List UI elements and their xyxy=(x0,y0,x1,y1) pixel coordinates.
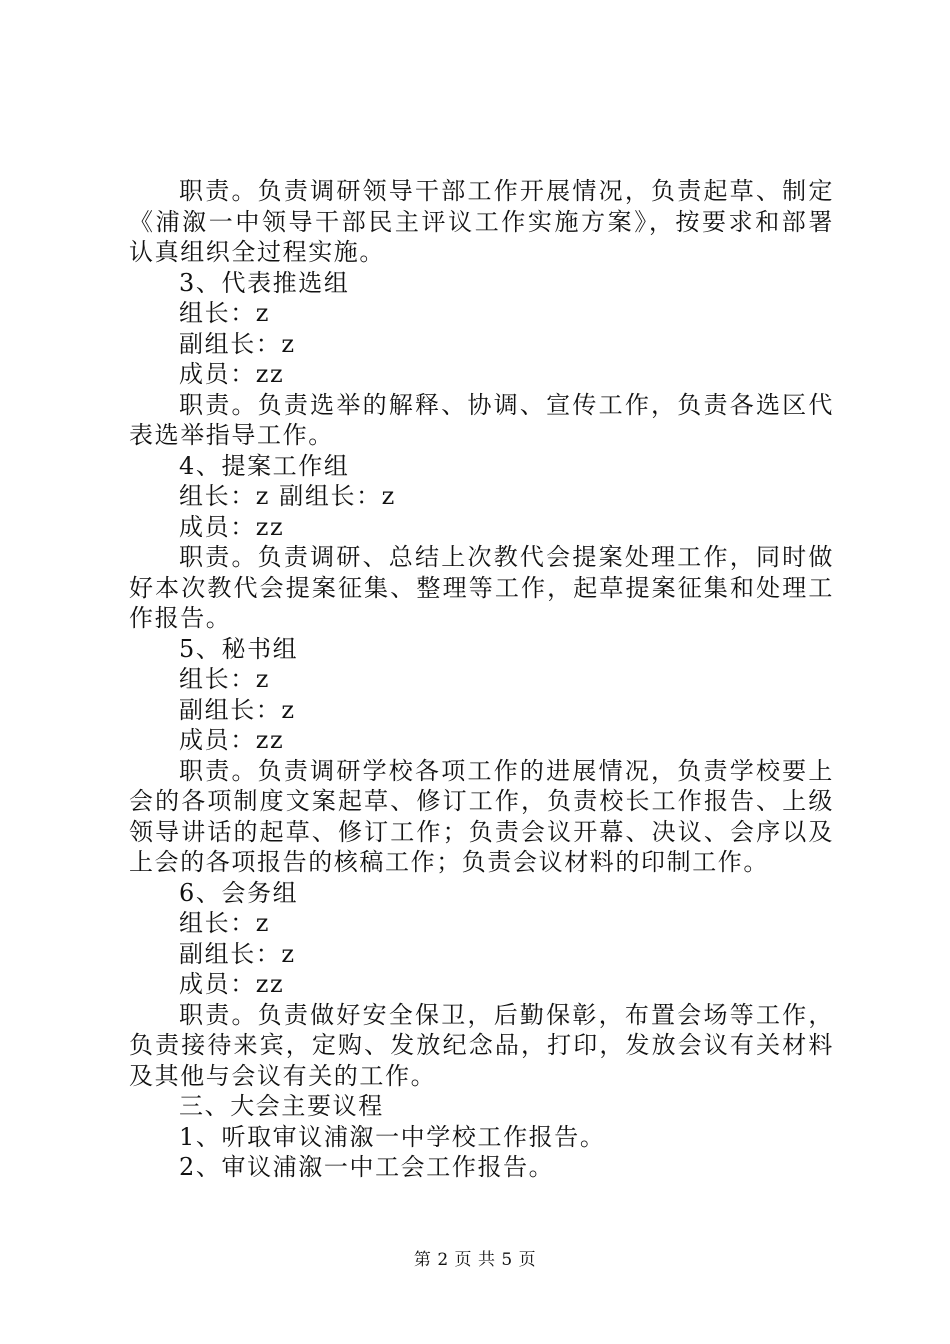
text-line: 领导讲话的起草、修订工作；负责会议开幕、决议、会序以及 xyxy=(129,817,834,846)
text-line: 三、大会主要议程 xyxy=(179,1092,384,1120)
page-footer: 第 2 页 共 5 页 xyxy=(413,1250,537,1270)
document-body xyxy=(129,176,834,1183)
text-line: 上会的各项报告的核稿工作；负责会议材料的印制工作。 xyxy=(129,848,769,876)
text-line: 副组长：z xyxy=(179,939,296,968)
text-line: 成员：zz xyxy=(179,360,285,388)
text-line: 1、听取审议浦溆一中学校工作报告。 xyxy=(179,1122,606,1151)
text-line: 副组长：z xyxy=(179,329,296,358)
text-line: 4、提案工作组 xyxy=(179,451,350,480)
text-line: 成员：zz xyxy=(179,970,285,998)
text-line: 负责接待来宾，定购、发放纪念品，打印，发放会议有关材料 xyxy=(129,1031,834,1059)
text-line: 组长：z 副组长：z xyxy=(179,482,396,510)
text-line: 认真组织全过程实施。 xyxy=(129,238,385,266)
text-line: 表选举指导工作。 xyxy=(129,421,334,449)
text-line: 职责。负责调研、总结上次教代会提案处理工作，同时做 xyxy=(179,543,834,571)
text-line: 5、秘书组 xyxy=(179,634,299,663)
text-line: 组长：z xyxy=(179,909,271,937)
text-line: 3、代表推选组 xyxy=(179,268,350,297)
text-line: 职责。负责调研领导干部工作开展情况，负责起草、制定 xyxy=(179,177,834,205)
text-line: 职责。负责做好安全保卫，后勤保彰，布置会场等工作， xyxy=(179,1000,834,1029)
text-line: 组长：z xyxy=(179,299,271,327)
text-line: 职责。负责选举的解释、协调、宣传工作，负责各选区代 xyxy=(179,390,834,419)
text-line: 副组长：z xyxy=(179,695,296,724)
text-line: 职责。负责调研学校各项工作的进展情况，负责学校要上 xyxy=(179,756,834,785)
text-line: 成员：zz xyxy=(179,512,285,541)
text-line: 会的各项制度文案起草、修订工作，负责校长工作报告、上级 xyxy=(129,787,834,815)
text-line: 组长：z xyxy=(179,665,271,693)
text-line: 成员：zz xyxy=(179,726,285,754)
text-line: 好本次教代会提案征集、整理等工作，起草提案征集和处理工 xyxy=(129,573,834,602)
text-line: 6、会务组 xyxy=(179,878,299,907)
text-line: 作报告。 xyxy=(129,604,232,632)
text-line: 及其他与会议有关的工作。 xyxy=(129,1061,437,1090)
text-line: 《浦溆一中领导干部民主评议工作实施方案》，按要求和部署 xyxy=(129,207,834,236)
text-line: 2、审议浦溆一中工会工作报告。 xyxy=(179,1153,555,1181)
